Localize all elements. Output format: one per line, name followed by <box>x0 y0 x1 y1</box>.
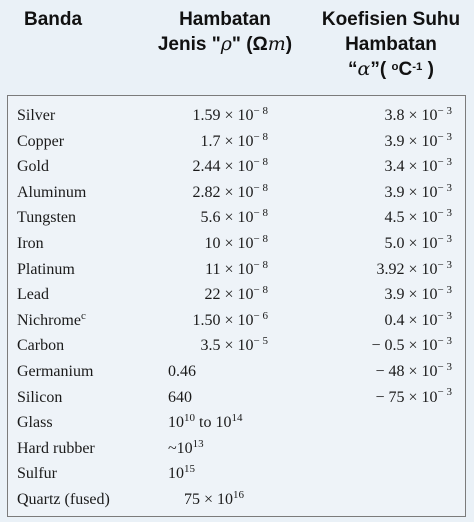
resistivity-a: 10 <box>168 414 184 432</box>
temp-coefficient-base: 3.9 × 10 <box>384 183 438 201</box>
header-resistivity-unit: " (Ω <box>231 34 268 55</box>
resistivity-exp: − 8 <box>253 130 268 143</box>
resistivity-base: 5.6 × 10 <box>200 209 254 227</box>
temp-coefficient-cell <box>338 104 452 125</box>
table-row <box>8 232 465 258</box>
temp-coefficient-cell <box>338 130 452 151</box>
temp-coefficient-exp: − 3 <box>437 309 452 322</box>
temp-coefficient-base: 3.4 × 10 <box>384 158 438 176</box>
celsius-exp: -1 <box>412 60 423 73</box>
table-row <box>8 360 465 386</box>
resistivity-cell <box>158 286 268 304</box>
resistivity-cell: 640 <box>168 388 192 406</box>
temp-coefficient-exp: − 3 <box>437 104 452 117</box>
table-row <box>8 258 465 284</box>
material-name: Carbon <box>17 337 65 355</box>
temp-coefficient-cell <box>338 232 452 253</box>
material-cell <box>17 286 49 304</box>
temp-coefficient-cell <box>338 158 452 176</box>
temp-coefficient-cell <box>338 309 452 330</box>
header-resistivity-unit-m: m <box>267 33 286 55</box>
header-material <box>10 7 134 32</box>
resistivity-exp: − 8 <box>253 181 268 194</box>
temp-coefficient-cell <box>338 209 452 227</box>
celsius-c: C <box>398 59 413 80</box>
resistivity-mid: to 10 <box>195 414 232 432</box>
material-footnote: c <box>80 309 86 322</box>
table-row <box>8 386 465 412</box>
table-row <box>8 283 465 309</box>
resistivity-cell <box>168 465 195 483</box>
resistivity-base: 3.5 × 10 <box>200 337 254 355</box>
material-name: Sulfur <box>17 465 57 483</box>
table-row <box>8 309 465 335</box>
table-row <box>8 104 465 130</box>
temp-coefficient-cell <box>338 258 452 279</box>
header-resistivity <box>140 7 310 57</box>
header-resistivity-close: ) <box>285 34 293 55</box>
material-name: Glass <box>17 414 53 432</box>
material-name: Silicon <box>17 388 63 406</box>
material-cell <box>17 158 49 176</box>
temp-coefficient-base: 3.8 × 10 <box>384 107 438 124</box>
material-cell <box>17 107 55 125</box>
temp-coefficient-base: 3.92 × 10 <box>376 260 438 278</box>
table-body <box>8 104 465 514</box>
resistivity-exp: − 8 <box>253 104 268 117</box>
table-row <box>8 206 465 232</box>
header-temp-coefficient-line1: Koefisien Suhu <box>321 9 461 30</box>
resistivity-cell <box>168 437 204 458</box>
resistivity-a-exp: 15 <box>184 463 195 476</box>
material-name: Aluminum <box>17 183 87 201</box>
temp-coefficient-exp: − 3 <box>437 232 452 245</box>
header-material-label: Banda <box>24 9 83 30</box>
alpha-symbol: α <box>357 58 371 80</box>
resistivity-cell <box>158 258 268 279</box>
resistivity-cell <box>158 158 268 176</box>
resistivity-a-exp: 10 <box>184 412 195 425</box>
material-cell <box>17 235 44 253</box>
table-row <box>8 462 465 488</box>
temp-coefficient-exp: − 3 <box>437 181 452 194</box>
material-name: Silver <box>17 107 56 124</box>
material-cell <box>17 414 53 432</box>
material-cell <box>17 389 62 407</box>
material-name: Lead <box>17 286 49 304</box>
temp-coefficient-exp: − 3 <box>437 156 452 169</box>
resistivity-cell <box>168 414 242 432</box>
resistivity-base: 1.7 × 10 <box>200 132 254 150</box>
rho-symbol: ρ <box>220 33 232 55</box>
temp-coefficient-exp: − 3 <box>437 360 452 373</box>
temp-coefficient-cell <box>338 337 452 355</box>
temp-coefficient-exp: − 3 <box>437 335 452 348</box>
header-temp-coefficient-line3 <box>308 57 474 82</box>
resistivity-cell: 0.46 <box>168 362 196 380</box>
resistivity-b-exp: 14 <box>231 412 243 425</box>
material-name: Platinum <box>17 260 75 278</box>
header-resistivity-text: Jenis " <box>157 34 221 55</box>
temp-coefficient-base: − 48 × 10 <box>375 362 438 380</box>
material-name: Gold <box>17 158 49 176</box>
degree-sup: o <box>391 60 399 73</box>
temp-coefficient-cell <box>338 181 452 202</box>
temp-coefficient-base: 3.9 × 10 <box>384 132 438 150</box>
resistivity-exp: − 6 <box>253 309 268 322</box>
temp-coefficient-cell <box>338 286 452 304</box>
resistivity-base: 1.59 × 10 <box>192 107 254 124</box>
temp-coefficient-base: − 75 × 10 <box>375 388 438 406</box>
header-mid: ”( <box>370 59 392 80</box>
temp-coefficient-base: 4.5 × 10 <box>384 209 438 227</box>
resistivity-base: 2.44 × 10 <box>192 158 254 176</box>
table-row <box>8 130 465 156</box>
resistivity-base: 22 × 10 <box>204 286 254 304</box>
temp-coefficient-exp: − 3 <box>437 130 452 143</box>
material-name: Germanium <box>17 362 94 380</box>
table-row <box>8 334 465 360</box>
resistivity-cell <box>158 130 268 151</box>
resistivity-exp: − 8 <box>253 258 268 271</box>
resistivity-base: 2.82 × 10 <box>192 183 254 201</box>
resistivity-cell <box>158 209 268 227</box>
temp-coefficient-exp: − 3 <box>437 284 452 297</box>
resistivity-cell <box>158 232 268 253</box>
resistivity-a: 75 × 10 <box>184 490 234 508</box>
table-row <box>8 437 465 463</box>
header-temp-coefficient <box>308 7 474 82</box>
material-cell <box>17 337 64 355</box>
material-cell <box>17 184 86 202</box>
resistivity-cell <box>158 104 268 125</box>
table-header <box>0 0 474 92</box>
temp-coefficient-cell <box>338 386 452 407</box>
resistivity-a: 10 <box>168 465 184 483</box>
material-cell <box>17 133 64 151</box>
table-row <box>8 181 465 207</box>
material-name: Quartz (fused) <box>17 490 110 508</box>
resistivity-base: 1.50 × 10 <box>192 311 254 329</box>
resistivity-base: 11 × 10 <box>205 260 254 278</box>
temp-coefficient-base: − 0.5 × 10 <box>371 337 438 355</box>
material-name: Copper <box>17 132 65 150</box>
resistivity-cell <box>158 337 268 355</box>
material-name: Tungsten <box>17 209 76 227</box>
material-name: Hard rubber <box>17 439 95 457</box>
table-row <box>8 488 465 514</box>
resistivity-table <box>7 95 466 517</box>
material-name: Iron <box>17 234 44 252</box>
open-quote: “ <box>348 59 358 80</box>
material-cell <box>17 261 75 279</box>
temp-coefficient-base: 3.9 × 10 <box>384 286 438 304</box>
resistivity-cell <box>158 181 268 202</box>
temp-coefficient-cell <box>338 360 452 381</box>
resistivity-cell <box>184 488 245 509</box>
resistivity-exp: − 8 <box>253 284 268 297</box>
resistivity-a-exp: 13 <box>192 437 204 450</box>
table-row <box>8 411 465 437</box>
material-cell <box>17 491 110 509</box>
material-cell <box>17 309 86 330</box>
resistivity-a: ~10 <box>168 439 193 457</box>
temp-coefficient-exp: − 3 <box>437 386 452 399</box>
temp-coefficient-exp: − 3 <box>437 258 452 271</box>
header-resistivity-line2 <box>140 32 310 57</box>
temp-coefficient-base: 0.4 × 10 <box>384 311 438 329</box>
header-resistivity-line1: Hambatan <box>179 9 271 30</box>
table-row <box>8 155 465 181</box>
material-cell <box>17 363 93 381</box>
resistivity-base: 10 × 10 <box>204 234 254 252</box>
material-name: Nichrome <box>17 311 81 329</box>
resistivity-exp: − 8 <box>253 232 268 245</box>
material-cell <box>17 440 95 458</box>
resistivity-exp: − 8 <box>253 207 268 220</box>
resistivity-exp: − 5 <box>253 335 268 348</box>
material-cell <box>17 465 57 483</box>
resistivity-cell <box>158 309 268 330</box>
header-temp-coefficient-line2: Hambatan <box>345 34 437 55</box>
resistivity-a-exp: 16 <box>233 488 245 501</box>
header-close: ) <box>422 59 434 80</box>
material-cell <box>17 209 76 227</box>
temp-coefficient-exp: − 3 <box>437 207 452 220</box>
resistivity-exp: − 8 <box>253 156 268 169</box>
temp-coefficient-base: 5.0 × 10 <box>384 234 438 252</box>
